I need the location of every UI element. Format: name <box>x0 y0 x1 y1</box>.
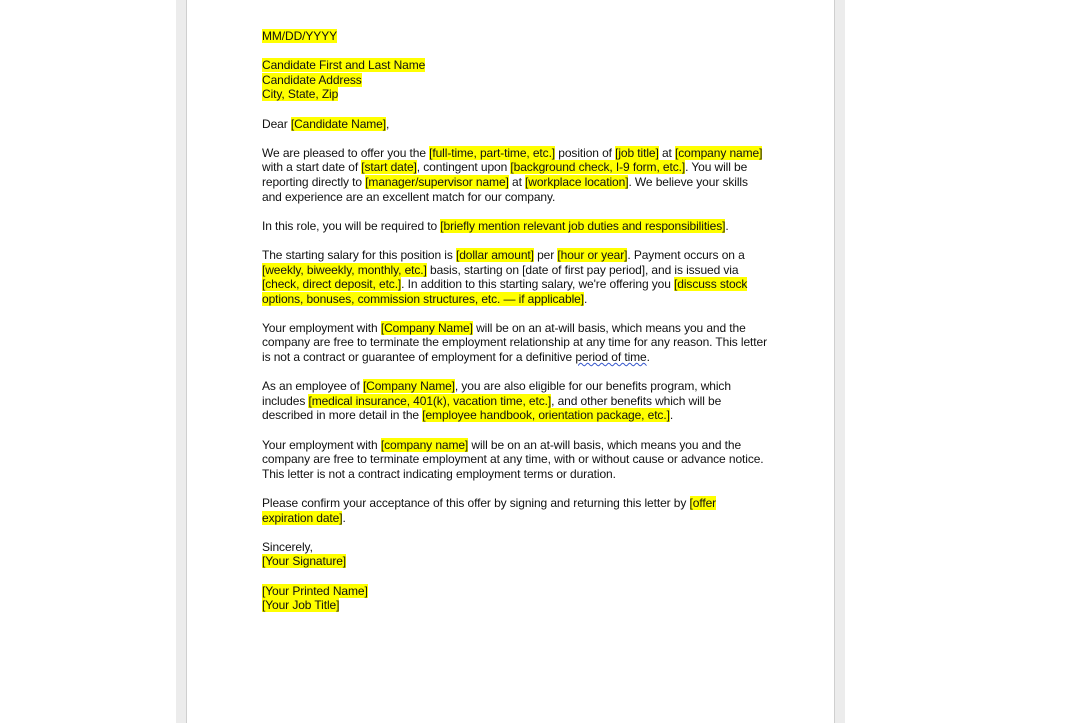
placeholder-field: [workplace location] <box>525 174 629 189</box>
greeting <box>262 117 767 132</box>
placeholder-field: [employee handbook, orientation package, etc.] <box>422 408 670 423</box>
placeholder-field: [discuss stock options, bonuses, commission structures, etc. — if applicable] <box>262 277 748 306</box>
paragraph-duties <box>262 219 767 234</box>
body-text: . <box>342 510 346 525</box>
paragraph-terms <box>262 438 767 482</box>
placeholder-field: [Company Name] <box>362 379 455 394</box>
body-text: Please confirm your acceptance of this offer by signing and returning this letter by <box>262 496 690 510</box>
recipient-city: City, State, Zip <box>262 87 339 102</box>
placeholder-field: [offer expiration date] <box>262 496 717 525</box>
body-text: We are pleased to offer you the <box>262 145 430 160</box>
body-text: Your employment with <box>262 320 381 335</box>
placeholder-field: [start date] <box>361 160 417 175</box>
recipient-name: Candidate First and Last Name <box>262 58 426 73</box>
placeholder-field: [company name] <box>380 437 469 452</box>
paragraph-offer <box>262 146 767 204</box>
placeholder-field: [Company Name] <box>380 320 473 335</box>
greeting-name: [Candidate Name] <box>290 116 386 131</box>
closing-block <box>262 540 767 569</box>
paragraph-at-will <box>262 321 767 365</box>
body-text: . <box>583 291 588 306</box>
body-text: at <box>658 145 675 160</box>
placeholder-field: [hour or year] <box>557 247 628 262</box>
letter-date <box>262 29 767 44</box>
body-text: . <box>725 218 729 233</box>
spellcheck-flagged-text: period of time <box>575 350 647 365</box>
body-text: per <box>533 247 558 262</box>
closing-sincerely: Sincerely, <box>262 539 313 554</box>
body-text: . Payment occurs on a <box>627 247 745 262</box>
placeholder-field: [briefly mention relevant job duties and responsibilities] <box>440 218 726 233</box>
body-text: with a start date of <box>262 160 362 175</box>
closing-signature: [Your Signature] <box>262 554 347 569</box>
date-placeholder: MM/DD/YYYY <box>262 29 338 43</box>
body-text: will be on an at-will basis, which means you and the company are free to terminate employment at any time, with or without cause or advance notice. This letter is not a contract indicating employment terms or duration. <box>262 437 764 481</box>
body-text: . You will be reporting directly to <box>262 160 748 189</box>
body-text: , contingent upon <box>416 160 511 175</box>
placeholder-field: [background check, I-9 form, etc.] <box>510 160 686 175</box>
recipient-address: Candidate Address <box>262 72 362 87</box>
placeholder-field: [company name] <box>675 145 763 160</box>
body-text: As an employee of <box>262 379 363 394</box>
letter-body[interactable] <box>262 29 767 627</box>
placeholder-field: [check, direct deposit, etc.] <box>262 277 402 292</box>
body-text: In this role, you will be required to <box>262 218 441 233</box>
placeholder-field: [manager/supervisor name] <box>365 174 509 189</box>
body-text: . We believe your skills and experience are an excellent match for our company. <box>262 174 748 204</box>
paragraph-salary <box>262 248 767 306</box>
body-text: , and other benefits which will be described in more detail in the <box>262 393 722 423</box>
greeting-dear: Dear <box>262 116 291 131</box>
body-text: , you are also eligible for our benefits program, which includes <box>262 379 731 408</box>
right-page-gutter <box>834 0 845 723</box>
paragraph-confirm <box>262 496 767 525</box>
placeholder-field: [full-time, part-time, etc.] <box>429 145 556 160</box>
body-text: position of <box>555 145 616 160</box>
placeholder-field: [job title] <box>615 145 659 160</box>
signer-block <box>262 584 767 613</box>
body-text: The starting salary for this position is <box>262 247 456 262</box>
recipient-block <box>262 58 767 102</box>
left-page-gutter <box>176 0 187 723</box>
body-text: basis, starting on [date of first pay period], and is issued via <box>426 262 739 277</box>
body-text: Your employment with <box>262 437 381 452</box>
body-text: will be on an at-will basis, which means you and the company are free to terminate the employment relationship at any time for any reason. This letter is not a contract or guarantee of employment for a definitive <box>262 320 768 365</box>
body-text: . In addition to this starting salary, we're offering you <box>401 277 675 292</box>
placeholder-field: [dollar amount] <box>455 247 534 262</box>
placeholder-field: [weekly, biweekly, monthly, etc.] <box>262 262 427 277</box>
body-text: . <box>646 350 650 365</box>
body-text: . <box>669 408 674 423</box>
closing-printed-name: [Your Printed Name] <box>262 583 368 598</box>
paragraph-benefits <box>262 379 767 423</box>
document-page <box>187 0 834 723</box>
closing-job-title: [Your Job Title] <box>262 598 340 613</box>
placeholder-field: [medical insurance, 401(k), vacation time, etc.] <box>308 393 552 408</box>
greeting-punct: , <box>385 116 390 131</box>
body-text: at <box>508 174 526 189</box>
